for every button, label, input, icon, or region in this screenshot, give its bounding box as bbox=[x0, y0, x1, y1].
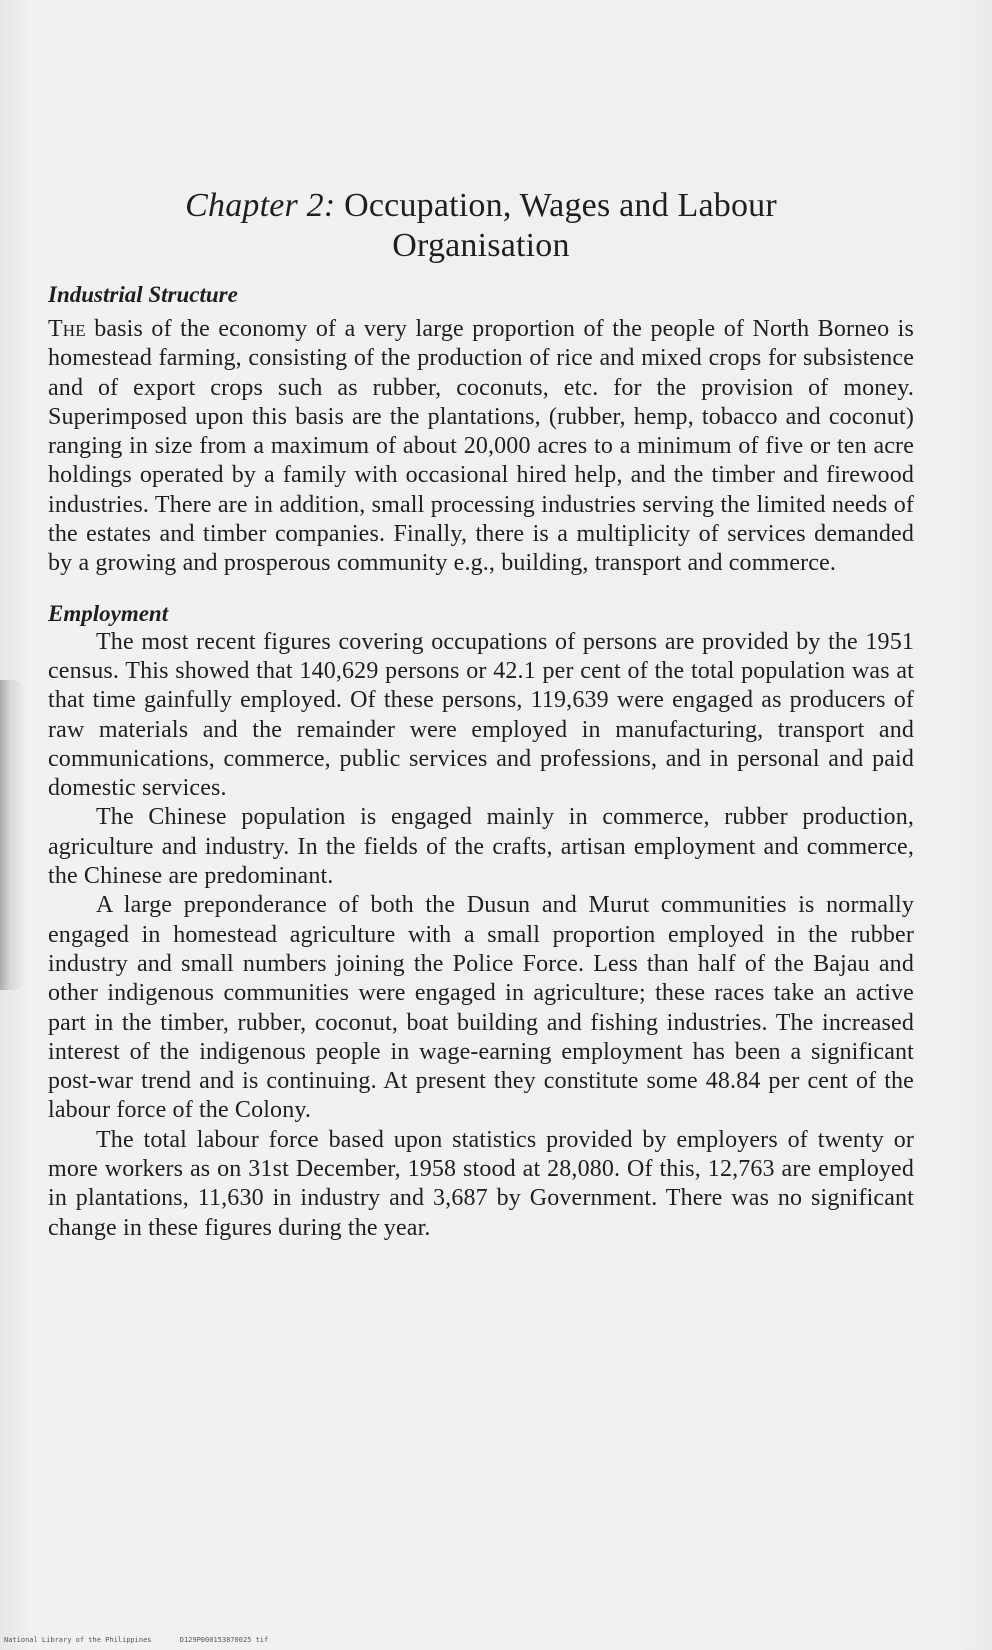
section-heading-employment: Employment bbox=[48, 600, 169, 626]
footer-file-code: D129P000153870025 tif bbox=[179, 1636, 269, 1644]
paragraph-employment-chinese: The Chinese population is engaged mainly in commerce, rubber production, agriculture and industry. In the fields of the crafts, artisan employment and commerce, the Chinese are predominant. bbox=[48, 804, 914, 890]
paragraph-body: basis of the economy of a very large proportion of the people of North Borneo is homestead farming, consisting of the production of rice and mixed crops for subsistence and of export crops such as rubber, coconuts, etc. for the provision of money. Superimposed upon this basis are the plantations, (rubber, hemp, tobacco and coconut) ranging in size from a maximum of about 20,000 acres to a minimum of five or ten acre holdings operated by a family with occasional hired help, and the timber and firewood industries. There are in addition, small processing industries serving the limited needs of the estates and timber companies. Finally, there is a multiplicity of services demanded by a growing and prosperous community e.g., building, transport and commerce. bbox=[48, 316, 914, 577]
paragraph-industrial-structure bbox=[48, 315, 914, 579]
chapter-title bbox=[48, 186, 914, 266]
paragraph-employment-indigenous: A large preponderance of both the Dusun and Murut communities is normally engaged in homestead agriculture with a small proportion employed in the rubber industry and small numbers joining the Police Force. Less than half of the Bajau and other indigenous communities were engaged in agriculture; these races take an active part in the timber, rubber, coconut, boat building and fishing industries. The increased interest of the indigenous people in wage-earning employment has been a significant post-war trend and is continuing. At present they constitute some 48.84 per cent of the labour force of the Colony. bbox=[48, 892, 914, 1124]
scan-footer bbox=[4, 1636, 268, 1644]
chapter-label: Chapter 2: bbox=[185, 187, 336, 224]
paragraph-employment-labour-force: The total labour force based upon statistics provided by employers of twenty or more workers as on 31st December, 1958 stood at 28,080. Of this, 12,763 are employed in plantations, 11,630 in industry and 3,687 by Government. There was no significant change in these figures during the year. bbox=[48, 1126, 914, 1241]
binding-edge-shadow bbox=[0, 680, 26, 990]
section-heading-industrial-structure: Industrial Structure bbox=[48, 282, 238, 307]
chapter-title-line1: Occupation, Wages and Labour bbox=[344, 187, 777, 224]
footer-library: National Library of the Philippines bbox=[4, 1636, 152, 1644]
paragraph-lead-word: The bbox=[48, 316, 86, 342]
paragraph-employment-census: The most recent figures covering occupations of persons are provided by the 1951 census. This showed that 140,629 persons or 42.1 per cent of the total population was at that time gainfully employed. Of these persons, 119,639 were engaged as producers of raw materials and the remainder were employed in manufacturing, transport and communications, commerce, public services and professions, and in personal and paid domestic services. bbox=[48, 628, 914, 802]
page-content bbox=[48, 186, 914, 1243]
chapter-title-line2: Organisation bbox=[392, 227, 570, 264]
